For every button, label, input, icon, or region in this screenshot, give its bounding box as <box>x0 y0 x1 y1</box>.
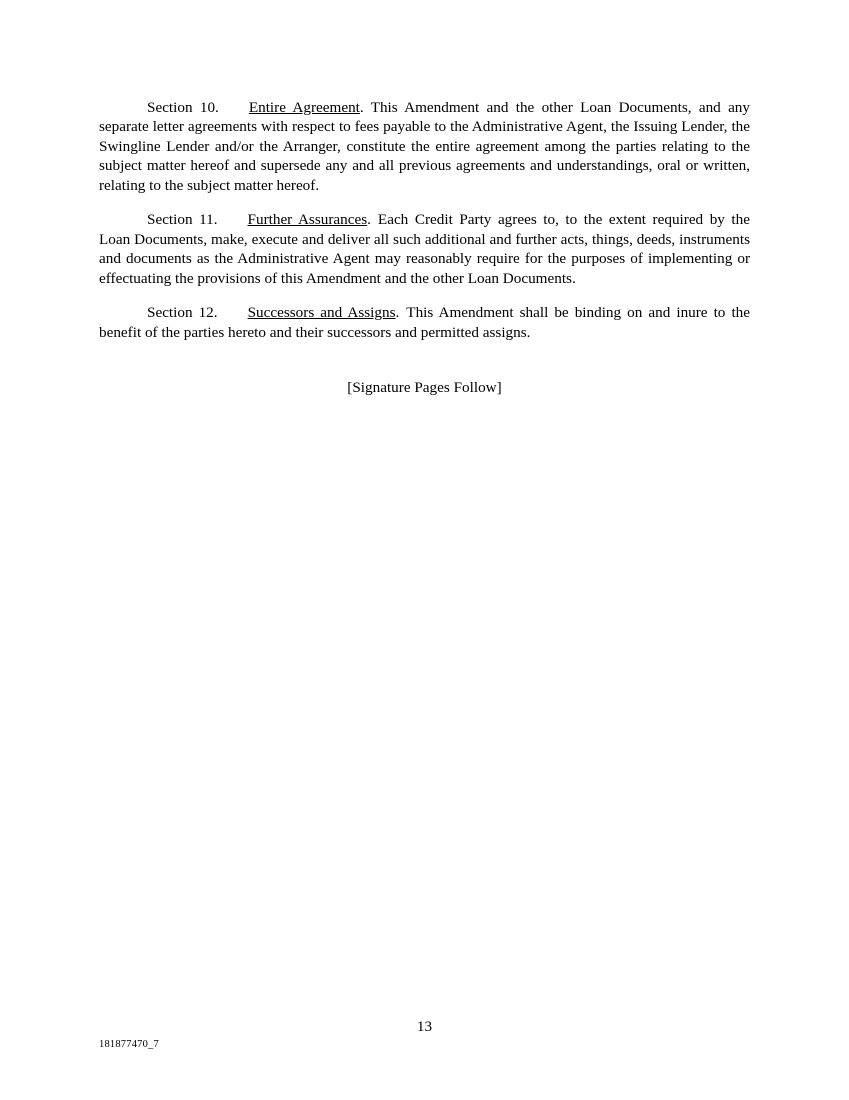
section-title-11: Further Assurances <box>247 211 368 229</box>
section-label-12: Section 12. <box>147 304 218 322</box>
section-body-12: This Amendment shall be binding on and inure to the benefit of the parties hereto and their successors and permitted assigns. <box>99 304 750 341</box>
section-paragraph-10 <box>99 98 750 195</box>
section-paragraph-11 <box>99 210 750 288</box>
section-title-12: Successors and Assigns <box>247 304 396 322</box>
document-id-footer: 181877470_7 <box>99 1039 159 1050</box>
page-number: 13 <box>416 1018 433 1035</box>
section-title-period-12: . <box>395 304 400 322</box>
section-body-10: This Amendment and the other Loan Documents, and any separate letter agreements with respect to fees payable to the Administrative Agent, the Issuing Lender, the Swingline Lender and/or the Arranger, constitute the entire agreement among the parties relating to the subject matter hereof and supersede any and all previous agreements and understandings, oral or written, relating to the subject matter hereof. <box>99 99 750 194</box>
section-title-10: Entire Agreement <box>248 99 360 116</box>
document-body <box>99 98 750 397</box>
section-title-period-10: . <box>359 99 364 116</box>
section-label-10: Section 10. <box>147 99 219 116</box>
section-title-period-11: . <box>367 211 371 229</box>
section-body-11: Each Credit Party agrees to, to the extent required by the Loan Documents, make, execute and deliver all such additional and further acts, things, deeds, instruments and documents as the Administrative Agent may reasonably require for the purposes of implementing or effectuating the provisions of this Amendment and the other Loan Documents. <box>99 211 750 287</box>
section-label-11: Section 11. <box>147 211 218 229</box>
signature-pages-note: [Signature Pages Follow] <box>347 378 502 396</box>
section-paragraph-12 <box>99 303 750 342</box>
